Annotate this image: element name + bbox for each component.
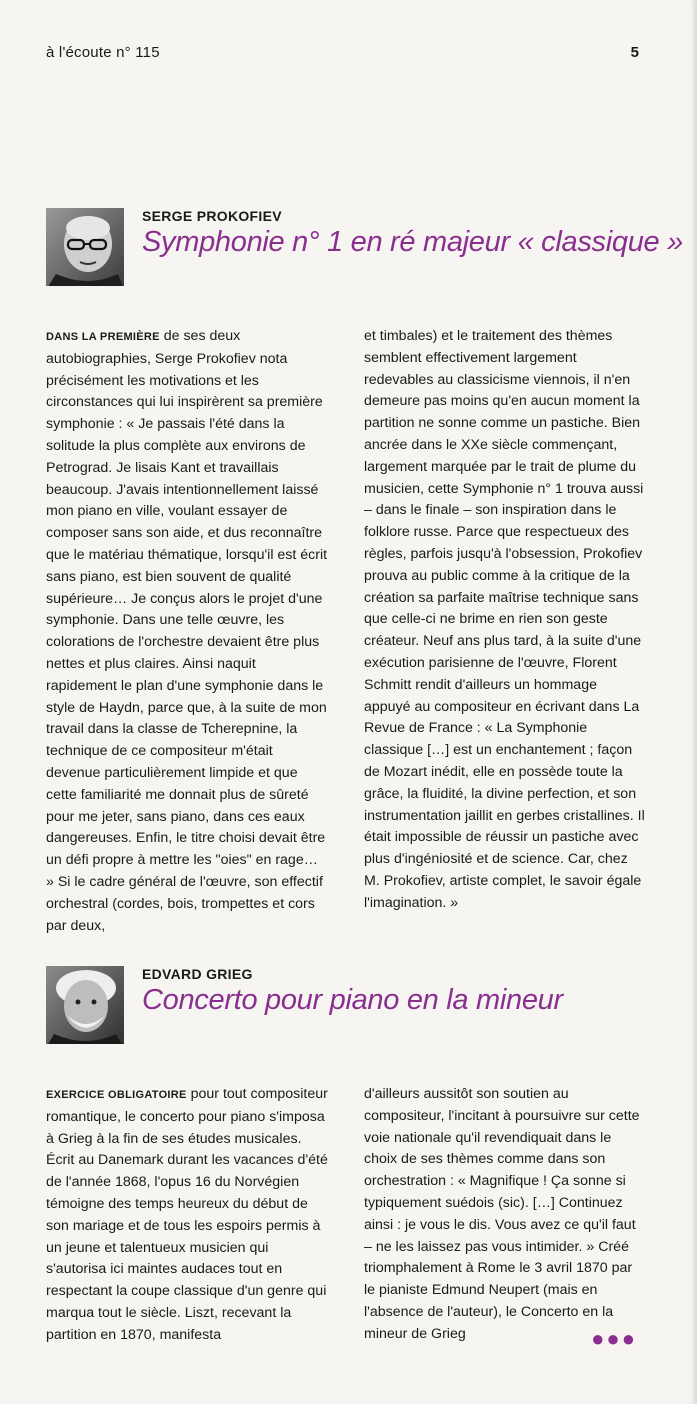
lead-in: DANS LA PREMIÈRE: [46, 331, 160, 343]
body-text: de ses deux autobiographies, Serge Prokofiev nota précisément les motivations et les circonstances qui lui inspirèrent sa première symphonie : « Je passais l'été dans la solitude la plus complète aux environs de Petrograd. Je lisais Kant et travaillais beaucoup. J'avais intentionnellement laissé mon piano en ville, voulant essayer de composer sans son aide, et dus reconnaître que le matériau thématique, lorsqu'il est écrit sans piano, est bien souvent de qualité supérieure… Je conçus alors le projet d'une symphonie. Dans une telle œuvre, les colorations de l'orchestre devaient être plus nettes et plus claires. Ainsi naquit rapidement le plan d'une symphonie dans le style de Haydn, parce que, à la suite de mon travail dans la classe de Tcherepnine, la technique de ce compositeur m'était devenue particulièrement limpide et que cette familiarité me donnait plus de sûreté pour me jeter, sans piano, dans ces eaux dangereuses. Enfin, le titre choisi devait être un défi propre à mettre les "oies" en rage… » Si le cadre général de l'œuvre, son effectif orchestral (cordes, bois, trompettes et cors par deux,: [46, 328, 328, 934]
article-body: [46, 1084, 646, 1347]
running-head: à l'écoute n° 115: [46, 44, 160, 61]
text-column-right: [364, 1084, 646, 1347]
composer-name: EDVARD GRIEG: [142, 966, 253, 982]
text-column-left: [46, 326, 328, 937]
body-text: et timbales) et le traitement des thèmes semblent effectivement largement redevables au classicisme viennois, il n'en demeure pas moins qu'en aucun moment la partition ne sonne comme un pastiche. Bien ancrée dans le XXe siècle commençant, largement marquée par le trait de plume du musicien, cette Symphonie n° 1 trouva aussi – dans le finale – son inspiration dans le folklore russe. Parce que respectueux des règles, parfois jusqu'à l'obsession, Prokofiev prouva au public comme à la critique de la création sa parfaite maîtrise technique sans que celle-ci ne brime en rien son geste créateur. Neuf ans plus tard, à la suite d'une exécution parisienne de l'œuvre, Florent Schmitt rendit d'ailleurs un hommage appuyé au compositeur en écrivant dans La Revue de France : « La Symphonie classique […] est un enchantement ; façon de Mozart inédit, elle en possède toute la grâce, la fluidité, la divine perfection, et son instrumentation jaillit en gerbes cristallines. Il était impossible de réussir un pastiche avec plus d'ingéniosité et de science. Car, chez M. Prokofiev, artiste complet, le savoir égale l'imagination. »: [364, 328, 645, 911]
portrait-photo-icon: [46, 208, 124, 286]
lead-in: EXERCICE OBLIGATOIRE: [46, 1089, 187, 1101]
body-text: d'ailleurs aussitôt son soutien au compositeur, l'incitant à poursuivre sur cette voie nationale qu'il revendiquait dans le choix de ses thèmes comme dans son orchestration : « Magnifique ! Ça sonne si typiquement suédois (sic). […] Continuez ainsi : je vous le dis. Vous avez ce qu'il faut – ne les laissez pas vous intimider. » Créé triomphalement à Rome le 3 avril 1870 par le pianiste Edmund Neupert (mais en l'absence de l'auteur), le Concerto en la mineur de Grieg: [364, 1086, 640, 1342]
article-body: [46, 326, 646, 937]
text-column-left: [46, 1084, 328, 1347]
continuation-dots-icon: ●●●: [591, 1326, 637, 1351]
work-title: Symphonie n° 1 en ré majeur « classique »: [142, 226, 683, 258]
text-column-right: [364, 326, 646, 937]
composer-name: SERGE PROKOFIEV: [142, 208, 282, 224]
composer-portrait: [46, 966, 124, 1044]
portrait-photo-icon: [46, 966, 124, 1044]
page-number: 5: [630, 44, 639, 61]
work-title: Concerto pour piano en la mineur: [142, 984, 563, 1016]
composer-portrait: [46, 208, 124, 286]
body-text: pour tout compositeur romantique, le concerto pour piano s'imposa à Grieg à la fin de ses études musicales. Écrit au Danemark durant les vacances d'été de l'année 1868, l'opus 16 du Norvégien témoigne des temps heureux du début de son mariage et de tous les espoirs permis à un jeune et talentueux musicien qui s'autorisa ici maintes audaces tout en respectant la coupe classique d'un genre qui marqua tout le siècle. Liszt, recevant la partition en 1870, manifesta: [46, 1086, 328, 1343]
